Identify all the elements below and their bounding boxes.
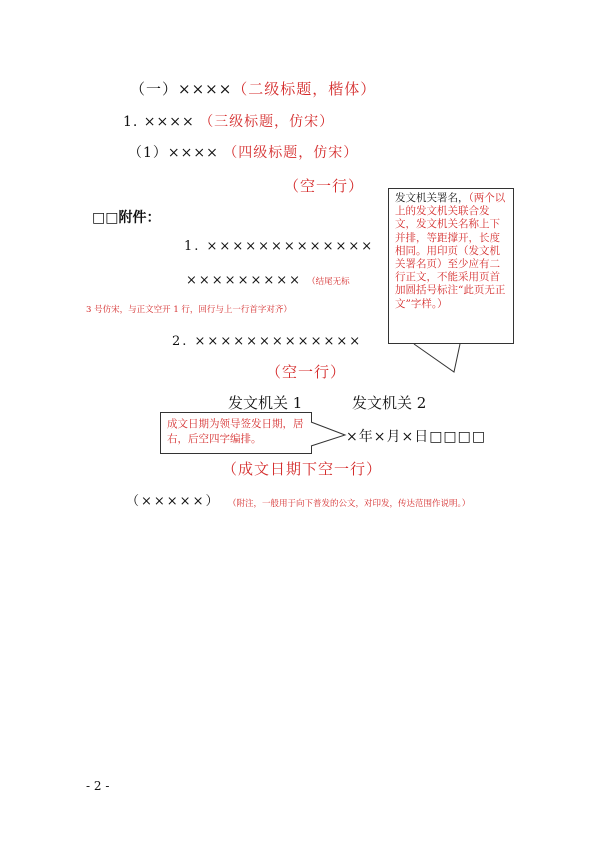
callout-pointer	[410, 338, 470, 378]
blank-line-note: （空一行）	[284, 177, 365, 195]
level3-heading-text: 1. ××××	[123, 114, 195, 130]
attachment-item-1-cont-text: ×××××××××	[186, 273, 303, 288]
issue-date: ×年×月×日□□□□	[346, 429, 487, 445]
annotation-note: （附注，一般用于向下普发的公文，对印发，传达范围作说明。）	[228, 499, 471, 509]
issuing-org-1: 发文机关 1	[228, 394, 303, 412]
level3-heading	[123, 111, 334, 131]
level2-heading	[130, 78, 376, 99]
attachment-format-note: 3 号仿宋，与正文空开 1 行，回行与上一行首字对齐）	[86, 305, 292, 315]
level2-heading-note: （二级标题，楷体）	[232, 80, 377, 98]
attachment-note-start: （结尾无标	[307, 277, 350, 287]
attachment-item-2: 2. ×××××××××××××	[172, 334, 363, 349]
attachment-item-1: 1. ×××××××××××××	[184, 239, 375, 254]
page-number: - 2 -	[86, 779, 110, 793]
attachment-item-1-continued	[186, 269, 350, 288]
level3-heading-note: （三级标题，仿宋）	[199, 114, 335, 130]
annotation-marks: （×××××）	[126, 494, 221, 509]
date-callout: 成文日期为领导签发日期，居右，后空四字编排。	[160, 412, 312, 454]
level2-heading-text: （一）××××	[130, 80, 233, 98]
issuing-org-2: 发文机关 2	[352, 394, 427, 412]
level4-heading-note: （四级标题，仿宋）	[223, 145, 359, 161]
level4-heading	[128, 142, 358, 162]
after-date-note: （成文日期下空一行）	[222, 460, 383, 478]
level4-heading-text: （1）××××	[128, 145, 219, 161]
signature-callout	[388, 188, 514, 344]
blank-line-note-2: （空一行）	[266, 363, 347, 381]
signature-callout-title: 发文机关署名，	[395, 192, 469, 204]
attachment-label: □□附件：	[92, 210, 161, 226]
signature-callout-text: （两个以上的发文机关联合发文，发文机关名称上下并排，等距撑开，长度相同。用印页（发文机关署名页）至少应有二行正文，不能采用页首加圆括号标注“此页无正文”字样。）	[395, 192, 506, 310]
date-callout-pointer	[305, 420, 351, 450]
